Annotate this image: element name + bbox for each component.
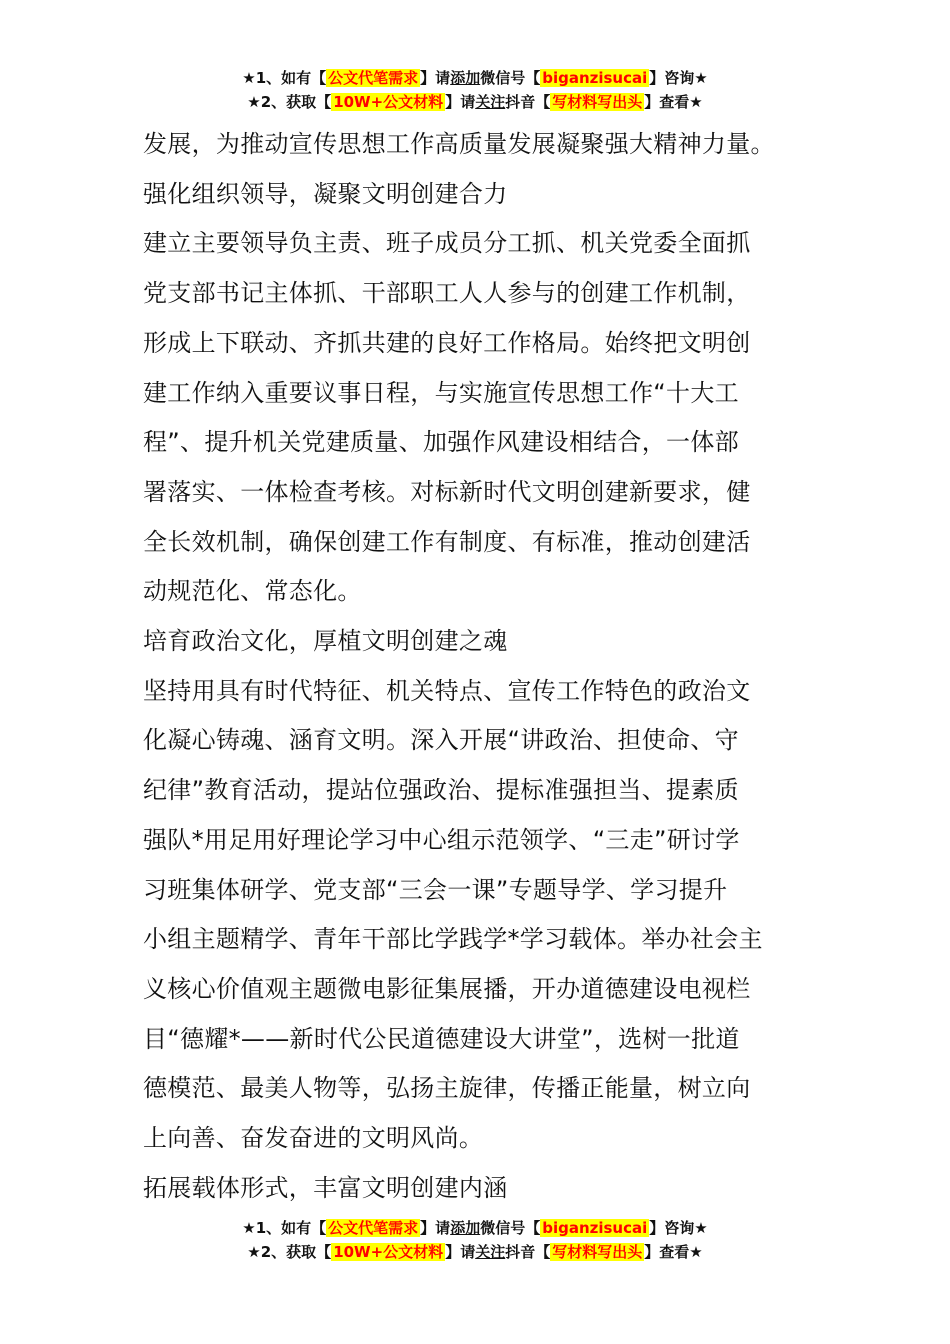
text-line: 建工作纳入重要议事日程，与实施宣传思想工作“十大工 <box>143 378 739 407</box>
text-line: 程”、提升机关党建质量、加强作风建设相结合，一体部 <box>143 428 739 457</box>
text-line: 化凝心铸魂、涵育文明。深入开展“讲政治、担使命、守 <box>143 726 739 755</box>
highlight-ghostwriting: 公文代笔需求 <box>328 69 419 87</box>
highlight-materials: 10W+公文材料 <box>333 93 444 111</box>
text-line: 形成上下联动、齐抓共建的良好工作格局。始终把文明创 <box>143 328 751 357</box>
text-line: 上向善、奋发奋进的文明风尚。 <box>143 1124 484 1153</box>
banner-line-2: ★2、获取【 10W+公文材料 】请关注抖音【 写材料写出头 】查看★ <box>247 93 703 111</box>
text-line: 全长效机制，确保创建工作有制度、有标准，推动创建活 <box>143 527 751 556</box>
text-line: 建立主要领导负主责、班子成员分工抓、机关党委全面抓 <box>143 229 751 258</box>
text-line: 动规范化、常态化。 <box>143 577 362 606</box>
text-line: 纪律”教育活动，提站位强政治、提标准强担当、提素质 <box>143 776 739 805</box>
text-line: 习班集体研学、党支部“三会一课”专题导学、学习提升 <box>143 875 728 904</box>
text-line: 党支部书记主体抓、干部职工人人参与的创建工作机制， <box>143 279 751 308</box>
highlight-materials: 10W+公文材料 <box>333 1243 444 1261</box>
text-line: 署落实、一体检查考核。对标新时代文明创建新要求，健 <box>143 477 751 506</box>
document-body <box>143 120 813 1213</box>
section-heading: 培育政治文化，厚植文明创建之魂 <box>143 627 508 656</box>
highlight-douyin: 写材料写出头 <box>552 93 643 111</box>
section-heading: 拓展载体形式，丰富文明创建内涵 <box>143 1173 508 1202</box>
text-line: 目“德耀*——新时代公民道德建设大讲堂”，选树一批道 <box>143 1024 740 1053</box>
highlight-ghostwriting: 公文代笔需求 <box>328 1219 419 1237</box>
text-line: 义核心价值观主题微电影征集展播，开办道德建设电视栏 <box>143 974 751 1003</box>
highlight-wechat-id: biganzisucai <box>542 69 648 87</box>
header-banner <box>0 66 950 114</box>
banner-line-1: ★1、如有【 公文代笔需求 】请添加微信号【 biganzisucai 】咨询★ <box>242 1219 708 1237</box>
highlight-douyin: 写材料写出头 <box>552 1243 643 1261</box>
text-line: 发展，为推动宣传思想工作高质量发展凝聚强大精神力量。 <box>143 130 775 158</box>
text-line: 小组主题精学、青年干部比学践学*学习载体。举办社会主 <box>143 925 763 954</box>
text-line: 德模范、最美人物等，弘扬主旋律，传播正能量，树立向 <box>143 1074 751 1103</box>
highlight-wechat-id: biganzisucai <box>542 1219 648 1237</box>
text-line: 强队*用足用好理论学习中心组示范领学、“三走”研讨学 <box>143 825 740 854</box>
section-heading: 强化组织领导，凝聚文明创建合力 <box>143 179 508 208</box>
banner-line-2: ★2、获取【 10W+公文材料 】请关注抖音【 写材料写出头 】查看★ <box>247 1243 703 1261</box>
banner-line-1: ★1、如有【 公文代笔需求 】请添加微信号【 biganzisucai 】咨询★ <box>242 69 708 87</box>
text-line: 坚持用具有时代特征、机关特点、宣传工作特色的政治文 <box>143 676 751 705</box>
footer-banner <box>0 1216 950 1264</box>
